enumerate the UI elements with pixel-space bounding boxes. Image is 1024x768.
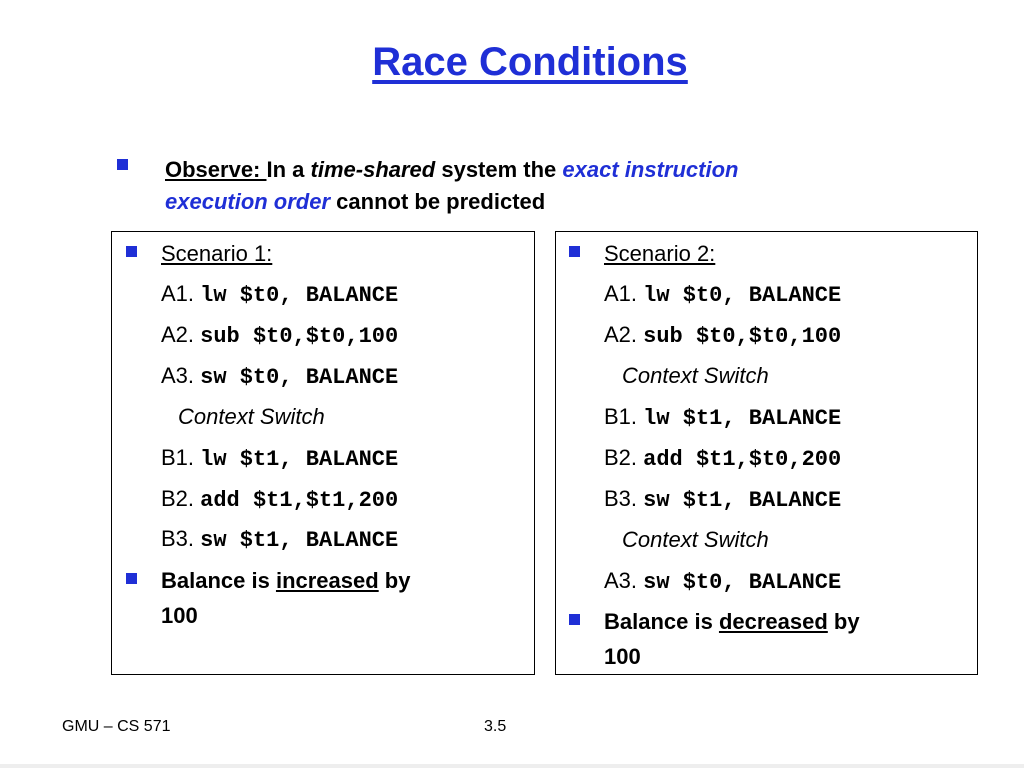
step-line — [604, 403, 841, 433]
step-code: sw $t1, BALANCE — [200, 528, 399, 553]
step-code: lw $t0, BALANCE — [200, 283, 399, 308]
step-line — [161, 280, 398, 310]
context-switch-label: Context Switch — [622, 363, 769, 388]
square-bullet-icon — [117, 159, 128, 170]
observe-text-3: system the — [435, 157, 563, 182]
result-prefix: Balance is — [161, 568, 276, 593]
step-code: sub $t0,$t0,100 — [200, 324, 399, 349]
scenario-2-heading: Scenario 2: — [604, 241, 716, 266]
step-line — [161, 444, 398, 474]
step-code: lw $t0, BALANCE — [643, 283, 842, 308]
step-label: B3. — [604, 486, 638, 511]
step-label: A2. — [604, 322, 638, 347]
result-word: increased — [275, 568, 379, 593]
observe-text-1: In a — [266, 157, 311, 182]
square-bullet-icon — [569, 614, 580, 625]
step-label: B1. — [604, 404, 638, 429]
step-line — [604, 567, 841, 597]
step-code: add $t1,$t1,200 — [200, 488, 399, 513]
scenario-1-heading: Scenario 1: — [161, 241, 273, 266]
step-code: add $t1,$t0,200 — [643, 447, 842, 472]
observe-exact-order: exact instruction execution order — [165, 157, 739, 214]
step-label: A3. — [161, 363, 195, 388]
step-label: B3. — [161, 526, 195, 551]
slide-title: Race Conditions — [372, 40, 688, 84]
context-switch-label: Context Switch — [622, 527, 769, 552]
result-word: decreased — [718, 609, 828, 634]
result-suffix: by — [827, 609, 860, 634]
bottom-divider — [0, 764, 1024, 768]
observe-text-5: cannot be predicted — [330, 189, 546, 214]
footer-page-number: 3.5 — [484, 718, 507, 735]
scenario-2-result — [604, 608, 860, 636]
scenario-1-panel — [111, 231, 535, 675]
result-suffix: by — [378, 568, 411, 593]
observe-label: Observe: — [165, 157, 267, 182]
scenario-1-result — [161, 567, 410, 595]
step-code: lw $t1, BALANCE — [200, 447, 399, 472]
step-code: sw $t0, BALANCE — [200, 365, 399, 390]
step-label: B2. — [161, 486, 195, 511]
step-code: lw $t1, BALANCE — [643, 406, 842, 431]
step-code: sw $t0, BALANCE — [643, 570, 842, 595]
step-line — [604, 485, 841, 515]
step-label: B1. — [161, 445, 195, 470]
step-line — [604, 280, 841, 310]
step-line — [604, 321, 841, 351]
footer-course: GMU – CS 571 — [62, 718, 171, 735]
scenario-2-panel — [555, 231, 978, 675]
square-bullet-icon — [126, 573, 137, 584]
step-code: sub $t0,$t0,100 — [643, 324, 842, 349]
square-bullet-icon — [126, 246, 137, 257]
step-line — [161, 362, 398, 392]
step-line — [161, 321, 398, 351]
step-label: B2. — [604, 445, 638, 470]
step-line — [161, 485, 398, 515]
step-line — [604, 444, 841, 474]
scenario-1-result-amount: 100 — [161, 603, 198, 628]
step-label: A1. — [604, 281, 638, 306]
step-label: A3. — [604, 568, 638, 593]
square-bullet-icon — [569, 246, 580, 257]
observe-text — [165, 154, 805, 218]
result-prefix: Balance is — [604, 609, 719, 634]
step-line — [161, 525, 398, 555]
step-label: A1. — [161, 281, 195, 306]
scenario-2-result-amount: 100 — [604, 644, 641, 669]
step-code: sw $t1, BALANCE — [643, 488, 842, 513]
context-switch-label: Context Switch — [178, 404, 325, 429]
observe-time-shared: time-shared — [310, 157, 436, 182]
step-label: A2. — [161, 322, 195, 347]
